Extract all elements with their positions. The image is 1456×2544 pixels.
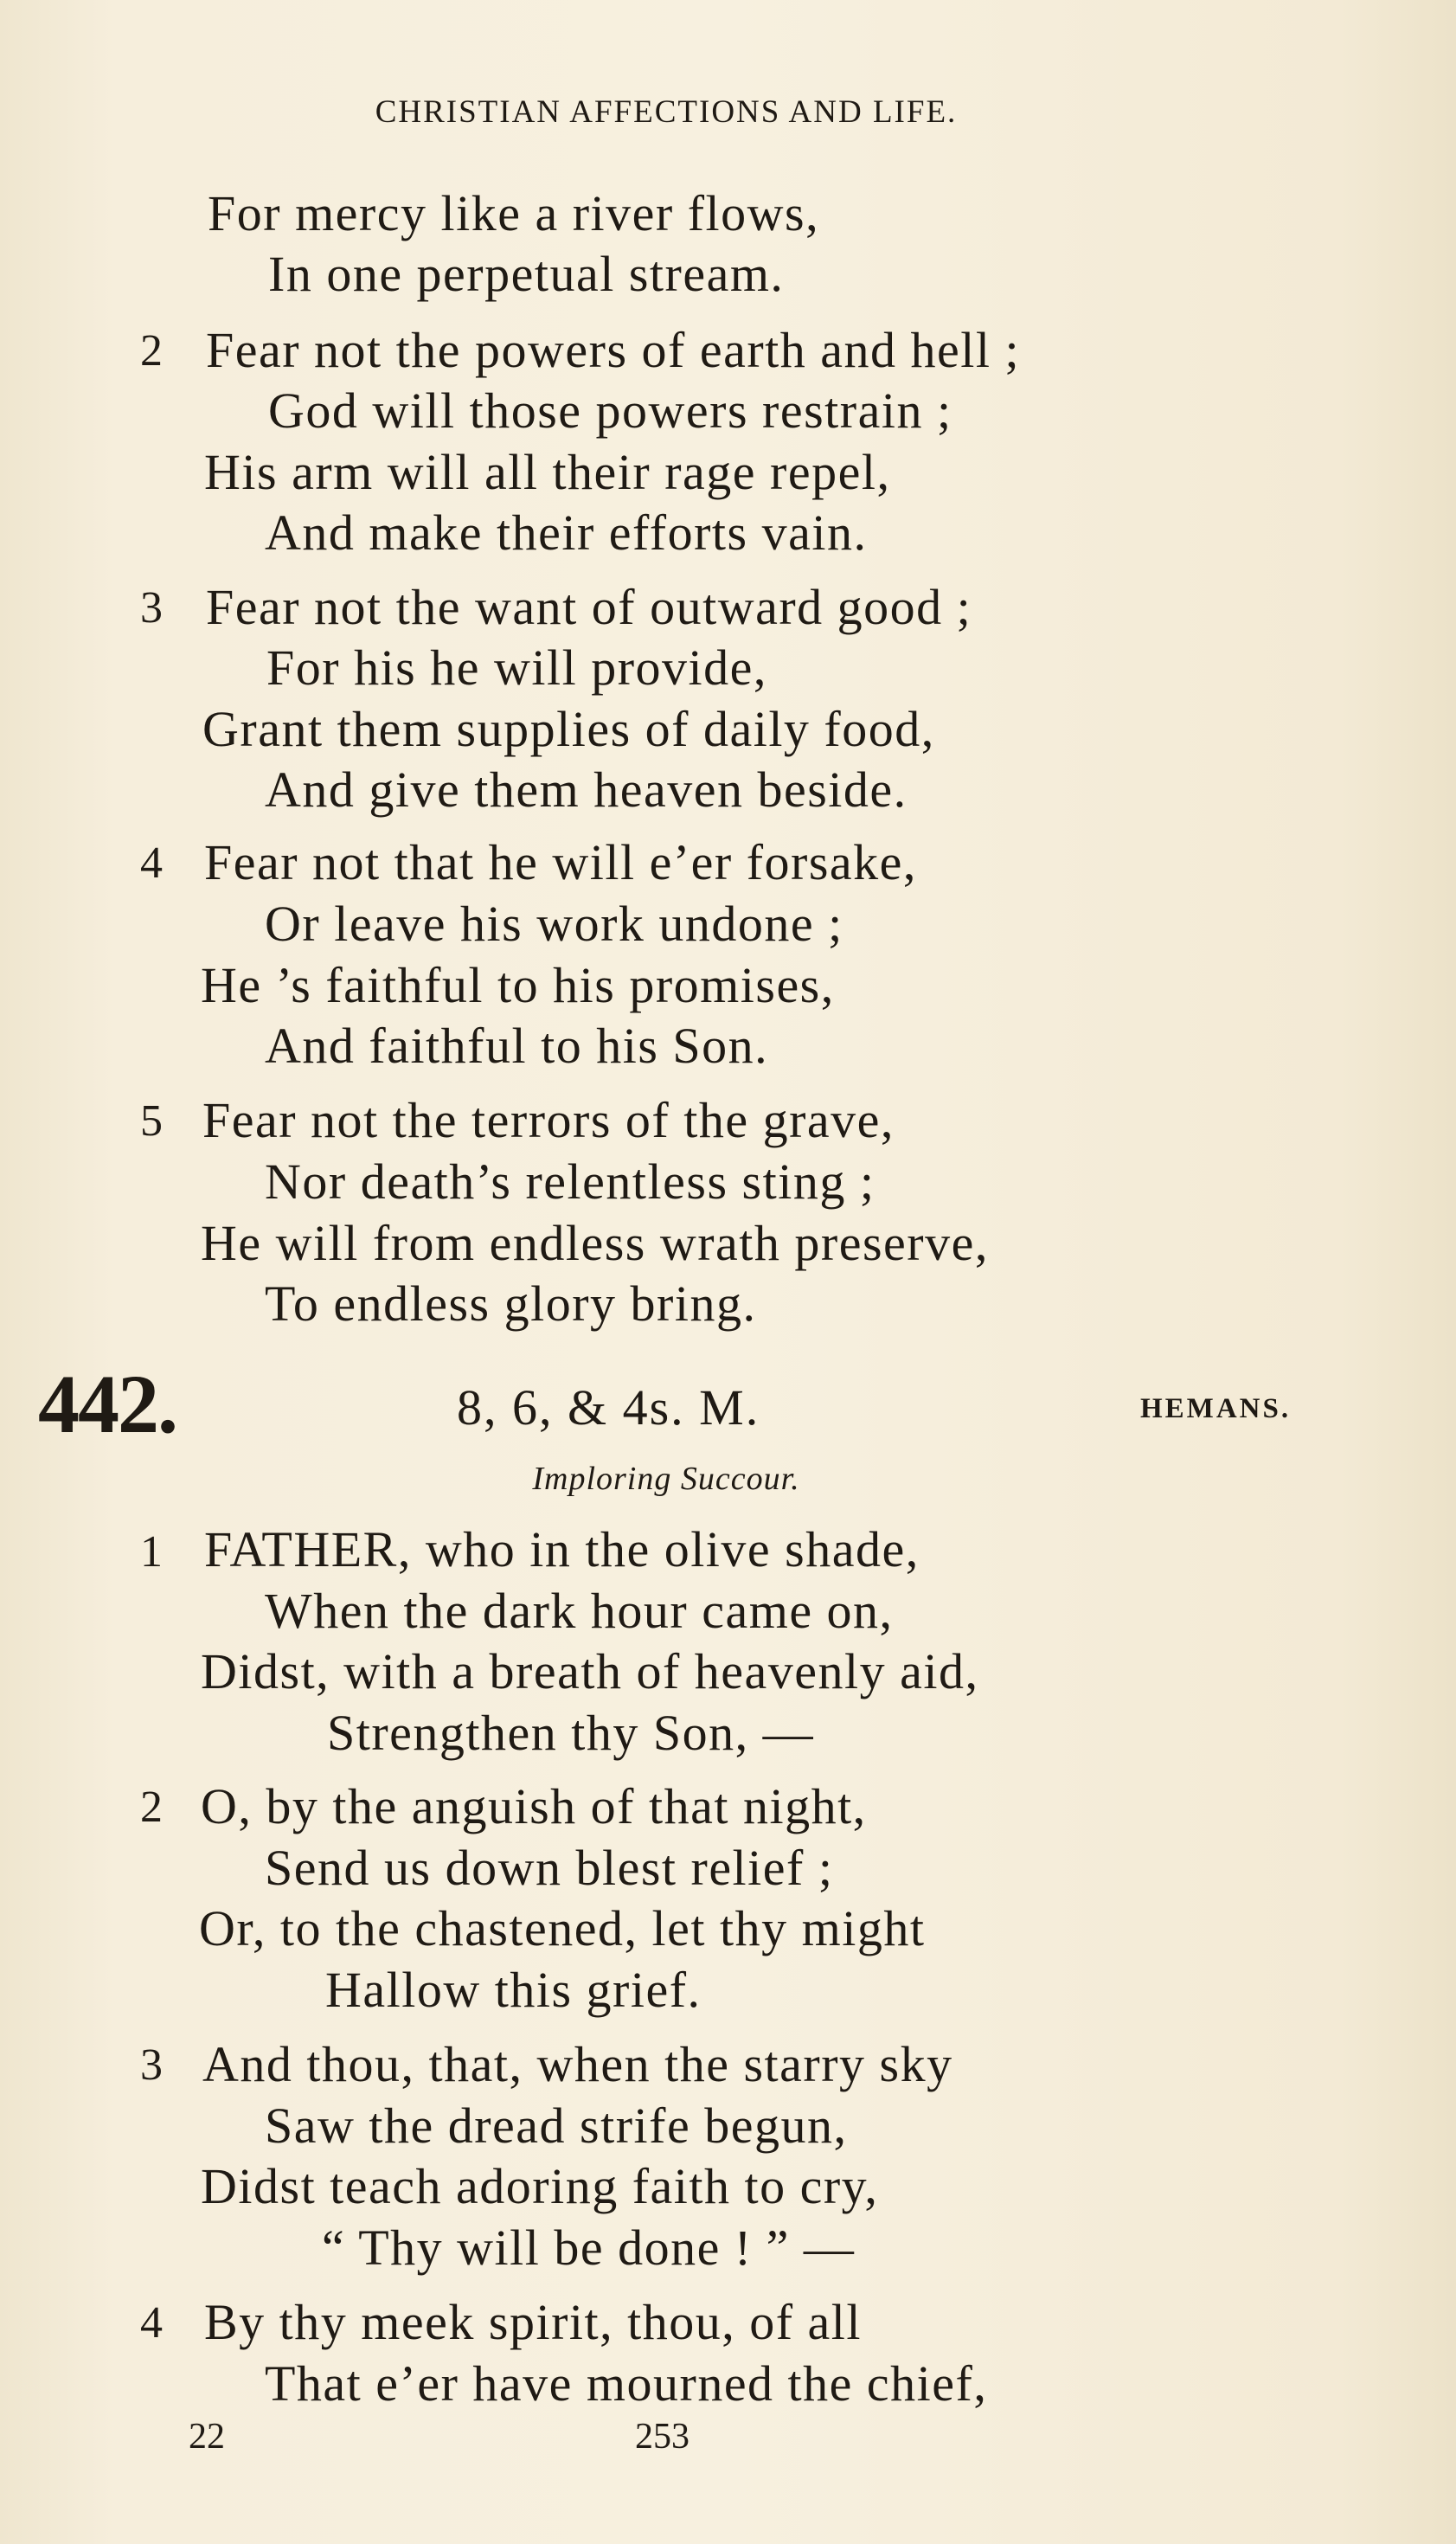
hymn-title: Imploring Succour. [532, 1461, 800, 1497]
verse-line: That e’er have mourned the chief, [265, 2355, 988, 2412]
verse-line: Or leave his work undone ; [265, 896, 843, 952]
verse-line: Or, to the chastened, let thy might [199, 1900, 926, 1956]
verse-line: Hallow this grief. [325, 1962, 702, 2018]
verse-line: And give them heaven beside. [265, 761, 908, 818]
verse-line: Fear not the want of outward good ; [206, 579, 972, 635]
verse-line: Nor death’s relentless sting ; [265, 1153, 876, 1210]
hymn-meter: 8, 6, & 4s. M. [457, 1379, 760, 1436]
verse-number: 2 [140, 1783, 163, 1832]
verse-line: To endless glory bring. [265, 1275, 757, 1332]
verse-number: 1 [140, 1527, 163, 1577]
verse-line: Didst teach adoring faith to cry, [201, 2158, 879, 2214]
verse-line: “ Thy will be done ! ” — [322, 2220, 856, 2276]
verse-line: Saw the dread strife begun, [265, 2098, 848, 2154]
verse-line: He ’s faithful to his promises, [201, 957, 835, 1013]
verse-number: 5 [140, 1096, 163, 1146]
verse-number: 4 [140, 2298, 163, 2348]
hymn-number: 442. [38, 1358, 176, 1450]
verse-line: Strengthen thy Son, — [327, 1705, 815, 1761]
verse-line: In one perpetual stream. [268, 246, 785, 302]
verse-line: And thou, that, when the starry sky [202, 2036, 953, 2092]
verse-line: For his he will provide, [266, 639, 767, 696]
verse-line: And make their efforts vain. [265, 504, 868, 561]
verse-line: Fear not that he will e’er forsake, [204, 834, 917, 890]
verse-line: Fear not the powers of earth and hell ; [206, 322, 1021, 378]
page-number: 253 [635, 2417, 690, 2457]
verse-line: Send us down blest relief ; [265, 1840, 834, 1896]
printer-signature-mark: 22 [189, 2417, 225, 2457]
verse-number: 3 [140, 2040, 163, 2090]
verse-line: He will from endless wrath preserve, [201, 1215, 989, 1271]
running-head: CHRISTIAN AFFECTIONS AND LIFE. [375, 94, 958, 130]
verse-line: FATHER, who in the olive shade, [204, 1521, 920, 1577]
verse-number: 4 [140, 838, 163, 888]
verse-line: For mercy like a river flows, [208, 185, 820, 241]
verse-line: When the dark hour came on, [265, 1583, 894, 1639]
verse-number: 3 [140, 583, 163, 633]
verse-line: By thy meek spirit, thou, of all [204, 2294, 863, 2350]
verse-line: And faithful to his Son. [265, 1018, 769, 1074]
verse-number: 2 [140, 326, 163, 376]
verse-line: Fear not the terrors of the grave, [202, 1092, 895, 1148]
verse-line: God will those powers restrain ; [268, 382, 952, 439]
verse-line: O, by the anguish of that night, [201, 1778, 867, 1834]
verse-line: Grant them supplies of daily food, [202, 701, 935, 757]
hymn-author: HEMANS. [1140, 1393, 1292, 1424]
verse-line: Didst, with a breath of heavenly aid, [201, 1643, 979, 1699]
verse-line: His arm will all their rage repel, [204, 444, 891, 500]
